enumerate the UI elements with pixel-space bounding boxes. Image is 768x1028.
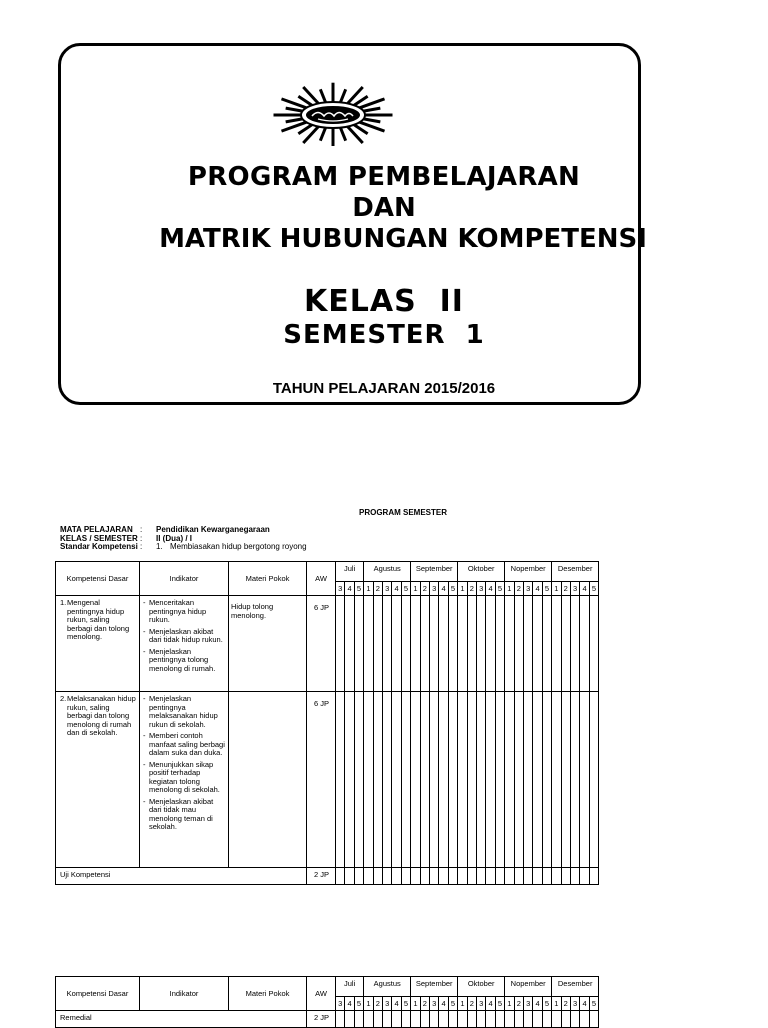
week-cell <box>458 692 467 868</box>
header-row-months <box>56 562 599 582</box>
week-number: 5 <box>495 997 504 1011</box>
week-number: 4 <box>580 582 589 596</box>
week-cell <box>392 596 401 692</box>
week-cell <box>552 1011 561 1028</box>
week-number: 2 <box>467 582 476 596</box>
week-cell <box>458 596 467 692</box>
week-cell <box>392 692 401 868</box>
header-indikator: Indikator <box>140 977 229 1011</box>
month-header: Agustus <box>364 977 411 997</box>
week-cell <box>570 868 579 885</box>
week-cell <box>373 596 382 692</box>
week-cell <box>514 596 523 692</box>
week-cell <box>486 868 495 885</box>
indikator-item: Menjelaskan pentingnya tolong menolong di rumah. <box>149 646 216 673</box>
week-cell <box>589 692 598 868</box>
week-cell <box>476 596 485 692</box>
kd-text: Melaksanakan hidup rukun, saling berbagi dan tolong menolong di rumah dan di sekolah. <box>67 694 136 737</box>
week-cell <box>505 1011 514 1028</box>
week-number: 1 <box>364 997 373 1011</box>
aw-cell: 2 JP <box>307 868 336 885</box>
week-cell <box>401 868 410 885</box>
week-cell <box>580 1011 589 1028</box>
month-header: Nopember <box>505 562 552 582</box>
week-cell <box>552 692 561 868</box>
header-materi: Materi Pokok <box>229 977 307 1011</box>
week-number: 4 <box>486 582 495 596</box>
header-row-months <box>56 977 599 997</box>
week-cell <box>580 692 589 868</box>
table-row <box>56 692 599 868</box>
week-cell <box>570 1011 579 1028</box>
week-cell <box>420 868 429 885</box>
week-cell <box>401 692 410 868</box>
week-cell <box>448 692 457 868</box>
week-cell <box>411 692 420 868</box>
week-cell <box>430 692 439 868</box>
week-number: 4 <box>533 997 542 1011</box>
week-cell <box>495 868 504 885</box>
week-number: 1 <box>411 997 420 1011</box>
week-cell <box>448 868 457 885</box>
week-cell <box>505 596 514 692</box>
meta-sep: : <box>140 525 143 534</box>
week-cell <box>570 692 579 868</box>
uji-label: Uji Kompetensi <box>56 868 307 885</box>
week-cell <box>486 1011 495 1028</box>
week-cell <box>364 692 373 868</box>
week-cell <box>589 1011 598 1028</box>
week-cell <box>561 596 570 692</box>
week-number: 3 <box>476 997 485 1011</box>
week-number: 3 <box>570 582 579 596</box>
week-number: 3 <box>382 582 391 596</box>
indikator-cell: - Menjelaskan pentingnya melaksanakan hidup rukun di sekolah. - Memberi contoh manfaat saling berbagi dalam suka dan duka. - Menunjukkan sikap positif terhadap kegiatan tolong menolong di sekolah. - Menjelaskan akibat dari tidak mau menolong teman di sekolah. <box>140 692 229 868</box>
week-cell <box>523 596 532 692</box>
table-row <box>56 596 599 692</box>
week-cell <box>570 596 579 692</box>
week-cell <box>542 868 551 885</box>
week-cell <box>514 692 523 868</box>
table-row-remedial <box>56 1011 599 1028</box>
meta-key: Standar Kompetensi <box>60 542 138 551</box>
week-number: 2 <box>420 997 429 1011</box>
week-cell <box>467 1011 476 1028</box>
week-cell <box>336 868 345 885</box>
month-header: Desember <box>552 977 599 997</box>
week-cell <box>561 868 570 885</box>
indikator-item: Menjelaskan akibat dari tidak mau menolong teman di sekolah. <box>149 796 214 831</box>
indikator-item: Menceritakan pentingnya hidup rukun. <box>149 598 207 624</box>
week-cell <box>486 596 495 692</box>
week-number: 3 <box>476 582 485 596</box>
week-number: 5 <box>354 582 363 596</box>
week-number: 3 <box>430 997 439 1011</box>
week-cell <box>392 1011 401 1028</box>
week-number: 2 <box>561 997 570 1011</box>
meta-sep: : <box>140 542 143 551</box>
week-cell <box>401 596 410 692</box>
aw-cell: 6 JP <box>307 692 336 868</box>
week-cell <box>439 596 448 692</box>
week-cell <box>401 1011 410 1028</box>
month-header: September <box>411 977 458 997</box>
logo-ray <box>340 89 345 103</box>
week-cell <box>505 692 514 868</box>
logo-ray <box>320 127 325 141</box>
week-cell <box>580 596 589 692</box>
week-number: 2 <box>514 997 523 1011</box>
week-cell <box>561 692 570 868</box>
logo-ray <box>320 89 325 103</box>
week-number: 4 <box>486 997 495 1011</box>
week-cell <box>448 1011 457 1028</box>
week-cell <box>373 1011 382 1028</box>
week-number: 4 <box>439 582 448 596</box>
week-cell <box>561 1011 570 1028</box>
schedule-table-2 <box>55 976 599 1028</box>
week-number: 3 <box>523 582 532 596</box>
week-cell <box>467 596 476 692</box>
week-cell <box>364 1011 373 1028</box>
week-cell <box>364 868 373 885</box>
cover-title-line3: MATRIK HUBUNGAN KOMPETENSI <box>159 224 647 254</box>
week-cell <box>467 868 476 885</box>
week-cell <box>411 596 420 692</box>
week-cell <box>439 868 448 885</box>
remedial-label: Remedial <box>56 1011 307 1028</box>
week-number: 1 <box>505 582 514 596</box>
week-cell <box>345 868 354 885</box>
meta-value: Membiasakan hidup bergotong royong <box>170 542 307 551</box>
week-cell <box>430 596 439 692</box>
week-cell <box>439 692 448 868</box>
logo-ray <box>340 127 345 141</box>
meta-row-sk <box>60 543 307 552</box>
header-aw: AW <box>307 562 336 596</box>
week-cell <box>382 868 391 885</box>
cover-title-line2: DAN <box>352 193 416 223</box>
meta-num: 1. <box>156 542 163 551</box>
week-number: 2 <box>373 582 382 596</box>
schedule-table <box>55 561 599 885</box>
week-cell <box>382 692 391 868</box>
month-header: Oktober <box>458 977 505 997</box>
week-cell <box>439 1011 448 1028</box>
header-kd: Kompetensi Dasar <box>56 562 140 596</box>
month-header: Agustus <box>364 562 411 582</box>
week-cell <box>495 596 504 692</box>
week-number: 5 <box>542 997 551 1011</box>
week-cell <box>458 1011 467 1028</box>
month-header: Desember <box>552 562 599 582</box>
week-number: 5 <box>542 582 551 596</box>
week-cell <box>486 692 495 868</box>
indikator-item: Menjelaskan pentingnya melaksanakan hidup rukun di sekolah. <box>149 694 218 729</box>
materi-cell: Hidup tolong menolong. <box>229 596 307 692</box>
week-cell <box>420 692 429 868</box>
week-cell <box>476 868 485 885</box>
week-number: 1 <box>458 582 467 596</box>
week-number: 4 <box>392 582 401 596</box>
cover-tahun: TAHUN PELAJARAN 2015/2016 <box>272 380 496 397</box>
week-cell <box>542 596 551 692</box>
week-cell <box>523 692 532 868</box>
kd-number: 1. <box>60 598 67 607</box>
week-cell <box>345 1011 354 1028</box>
week-cell <box>345 596 354 692</box>
cover-title-line1: PROGRAM PEMBELAJARAN <box>187 162 581 192</box>
week-cell <box>336 596 345 692</box>
week-cell <box>382 596 391 692</box>
week-number: 3 <box>336 997 345 1011</box>
header-materi: Materi Pokok <box>229 562 307 596</box>
week-number: 4 <box>580 997 589 1011</box>
week-cell <box>420 596 429 692</box>
week-number: 4 <box>533 582 542 596</box>
month-header: Nopember <box>505 977 552 997</box>
week-number: 4 <box>345 997 354 1011</box>
kd-cell <box>56 692 140 868</box>
week-cell <box>533 692 542 868</box>
week-cell <box>533 1011 542 1028</box>
week-cell <box>467 692 476 868</box>
cover-semester: SEMESTER 1 <box>283 320 485 350</box>
week-cell <box>533 596 542 692</box>
week-number: 2 <box>373 997 382 1011</box>
week-cell <box>364 596 373 692</box>
table-row-uji <box>56 868 599 885</box>
week-cell <box>533 868 542 885</box>
week-number: 5 <box>401 582 410 596</box>
week-cell <box>430 1011 439 1028</box>
month-header: Juli <box>336 562 364 582</box>
indikator-item: Memberi contoh manfaat saling berbagi dalam suka dan duka. <box>149 731 225 757</box>
week-number: 3 <box>523 997 532 1011</box>
materi-cell <box>229 692 307 868</box>
aw-cell: 2 JP <box>307 1011 336 1028</box>
meta-value: Pendidikan Kewarganegaraan <box>156 525 270 534</box>
week-cell <box>523 868 532 885</box>
week-number: 1 <box>552 997 561 1011</box>
week-number: 1 <box>411 582 420 596</box>
week-number: 5 <box>589 997 598 1011</box>
week-number: 1 <box>505 997 514 1011</box>
kd-cell <box>56 596 140 692</box>
cover-kelas: KELAS II <box>304 284 464 319</box>
indikator-item: Menjelaskan akibat dari tidak hidup rukun. <box>149 626 223 644</box>
week-number: 4 <box>392 997 401 1011</box>
week-number: 3 <box>430 582 439 596</box>
week-cell <box>373 868 382 885</box>
kd-number: 2. <box>60 694 67 703</box>
week-cell <box>420 1011 429 1028</box>
week-cell <box>345 692 354 868</box>
meta-sep: : <box>140 533 143 543</box>
month-header: Juli <box>336 977 364 997</box>
indikator-item: Menunjukkan sikap positif terhadap kegiatan tolong menolong di sekolah. <box>149 759 220 794</box>
week-cell <box>589 596 598 692</box>
indikator-cell: - Menceritakan pentingnya hidup rukun. - Menjelaskan akibat dari tidak hidup rukun. - Menjelaskan pentingnya tolong menolong di rumah. <box>140 596 229 692</box>
week-cell <box>354 596 363 692</box>
week-number: 5 <box>495 582 504 596</box>
week-cell <box>430 868 439 885</box>
week-number: 2 <box>467 997 476 1011</box>
aw-cell: 6 JP <box>307 596 336 692</box>
week-cell <box>411 868 420 885</box>
week-number: 4 <box>345 582 354 596</box>
week-number: 3 <box>570 997 579 1011</box>
week-cell <box>523 1011 532 1028</box>
meta-key: KELAS / SEMESTER <box>60 533 138 543</box>
week-cell <box>411 1011 420 1028</box>
week-cell <box>495 1011 504 1028</box>
month-header: September <box>411 562 458 582</box>
week-cell <box>448 596 457 692</box>
week-cell <box>552 596 561 692</box>
kd-text: Mengenal pentingnya hidup rukun, saling berbagi dan tolong menolong. <box>67 598 130 641</box>
week-cell <box>354 692 363 868</box>
week-number: 4 <box>439 997 448 1011</box>
week-cell <box>476 1011 485 1028</box>
week-number: 2 <box>420 582 429 596</box>
week-cell <box>580 868 589 885</box>
week-number: 3 <box>382 997 391 1011</box>
week-number: 1 <box>458 997 467 1011</box>
week-cell <box>505 868 514 885</box>
week-cell <box>589 868 598 885</box>
week-cell <box>552 868 561 885</box>
program-meta <box>60 526 307 552</box>
week-cell <box>542 1011 551 1028</box>
week-cell <box>354 1011 363 1028</box>
header-aw: AW <box>307 977 336 1011</box>
week-number: 5 <box>401 997 410 1011</box>
header-indikator: Indikator <box>140 562 229 596</box>
week-cell <box>336 692 345 868</box>
week-number: 2 <box>561 582 570 596</box>
week-number: 5 <box>589 582 598 596</box>
muhammadiyah-logo <box>272 80 394 146</box>
meta-value: II (Dua) / I <box>156 533 192 543</box>
week-number: 5 <box>448 997 457 1011</box>
week-number: 2 <box>514 582 523 596</box>
week-number: 5 <box>448 582 457 596</box>
week-cell <box>514 868 523 885</box>
week-cell <box>392 868 401 885</box>
week-number: 3 <box>336 582 345 596</box>
header-kd: Kompetensi Dasar <box>56 977 140 1011</box>
week-number: 1 <box>552 582 561 596</box>
week-cell <box>542 692 551 868</box>
week-cell <box>354 868 363 885</box>
week-number: 1 <box>364 582 373 596</box>
week-cell <box>373 692 382 868</box>
week-cell <box>514 1011 523 1028</box>
week-number: 5 <box>354 997 363 1011</box>
week-cell <box>336 1011 345 1028</box>
month-header: Oktober <box>458 562 505 582</box>
program-semester-title: PROGRAM SEMESTER <box>358 508 447 517</box>
week-cell <box>458 868 467 885</box>
week-cell <box>476 692 485 868</box>
meta-key: MATA PELAJARAN <box>60 525 133 534</box>
week-cell <box>495 692 504 868</box>
week-cell <box>382 1011 391 1028</box>
